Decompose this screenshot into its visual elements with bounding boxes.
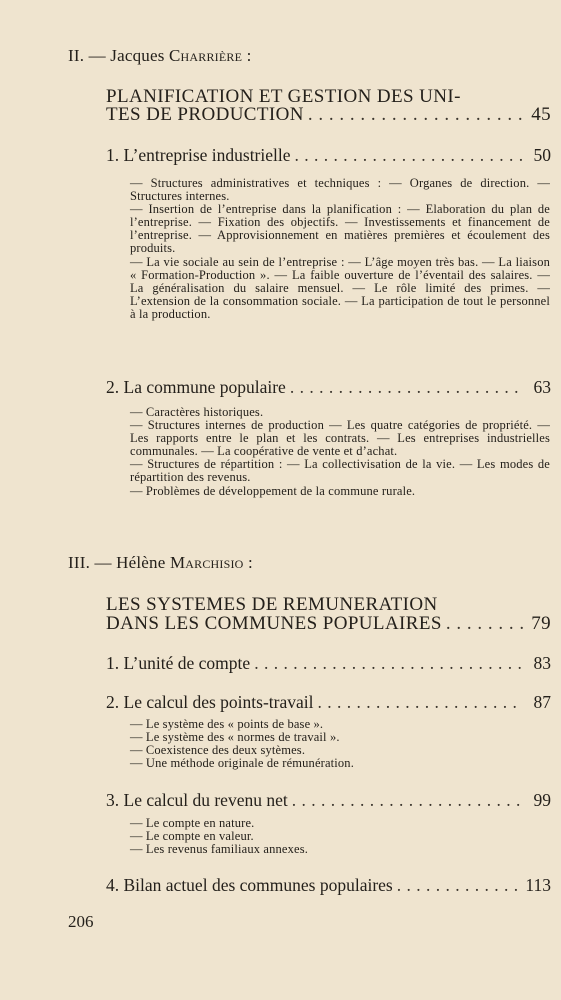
toc-entry-commune xyxy=(106,377,551,398)
part-3-author: Marchisio xyxy=(169,553,244,572)
detail-item: — Le compte en nature. xyxy=(130,816,255,830)
part-2-number: II. — Jacques xyxy=(68,46,165,65)
section-page: 63 xyxy=(533,377,551,397)
section-page: 113 xyxy=(525,875,551,895)
section-label: 2. Le calcul des points-travail xyxy=(106,692,314,712)
leader-dots xyxy=(442,613,523,635)
part-3-number: III. — Hélène xyxy=(68,553,166,572)
toc-entry-points-travail xyxy=(106,692,551,713)
leader-dots xyxy=(304,104,523,126)
part-2-colon: : xyxy=(246,46,252,65)
part-3-title-line-2: DANS LES COMMUNES POPULAIRES xyxy=(106,613,442,634)
section-3-2-details xyxy=(130,718,550,770)
section-1-details xyxy=(130,177,550,321)
part-3-colon: : xyxy=(247,553,253,572)
part-2-title-page: 45 xyxy=(531,104,551,125)
leader-dots xyxy=(314,692,524,713)
detail-item: — Problèmes de développement de la commune rurale. xyxy=(130,483,416,498)
detail-item: — Une méthode originale de rémunération. xyxy=(130,756,354,771)
leader-dots xyxy=(288,790,523,811)
toc-entry-revenu-net xyxy=(106,790,551,811)
part-3-title-entry xyxy=(106,613,551,635)
section-page: 83 xyxy=(533,653,551,673)
toc-entry-unite xyxy=(106,653,551,674)
part-3-title-page: 79 xyxy=(531,613,551,634)
toc-entry-bilan xyxy=(106,875,551,896)
detail-item: — La vie sociale au sein de l’entreprise : — L’âge moyen très bas. — La liaison « Formation-Production ». — La faible ouverture de l’éventail des salaires. — La généralisation du salaire mensuel. — Le rôle limité des primes. — L’extension de la consommation sociale. — La participation de tout le personnel à la production. xyxy=(130,254,550,321)
detail-item: — Structures de répartition : — La collectivisation de la vie. — Les modes de répartition des revenus. xyxy=(130,457,550,485)
toc-entry-entreprise xyxy=(106,145,551,166)
section-2-details xyxy=(130,406,550,498)
part-2-heading xyxy=(68,46,252,66)
detail-item: — Structures internes de production — Les quatre catégories de propriété. — Les rapports entre le plan et les contrats. — Les entreprises industrielles communales. — La coopérative de vente et d’achat. xyxy=(130,418,550,459)
section-label: 1. L’unité de compte xyxy=(106,653,251,673)
part-2-title-line-2: TES DE PRODUCTION xyxy=(106,104,304,125)
detail-item: — Structures administratives et techniques : — Organes de direction. — Structures internes. xyxy=(130,176,550,204)
section-label: 1. L’entreprise industrielle xyxy=(106,145,291,165)
detail-item: — Le système des « normes de travail ». xyxy=(130,730,340,745)
page-number: 206 xyxy=(68,912,94,931)
detail-item: — Le compte en valeur. xyxy=(130,829,254,844)
leader-dots xyxy=(250,653,523,674)
part-3-title-line-1: LES SYSTEMES DE REMUNERATION xyxy=(106,594,438,615)
section-label: 4. Bilan actuel des communes populaires xyxy=(106,875,393,895)
detail-item: — Caractères historiques. xyxy=(130,405,264,419)
section-page: 99 xyxy=(533,790,551,810)
part-3-heading xyxy=(68,553,253,573)
leader-dots xyxy=(286,377,523,398)
section-label: 3. Le calcul du revenu net xyxy=(106,790,288,810)
section-page: 87 xyxy=(533,692,551,712)
part-2-title-entry xyxy=(106,104,551,126)
section-label: 2. La commune populaire xyxy=(106,377,286,397)
part-2-title-line-1: PLANIFICATION ET GESTION DES UNI- xyxy=(106,86,461,107)
detail-item: — Coexistence des deux sytèmes. xyxy=(130,743,306,758)
section-3-3-details xyxy=(130,817,550,856)
detail-item: — Les revenus familiaux annexes. xyxy=(130,842,309,857)
section-page: 50 xyxy=(533,145,551,165)
leader-dots xyxy=(393,875,523,896)
detail-item: — Insertion de l’entreprise dans la planification : — Elaboration du plan de l’entreprise. — Fixation des objectifs. — Investissements et financement de l’entreprise. — Approvisionnement en matières premières et écoulement des produits. xyxy=(130,202,550,256)
leader-dots xyxy=(291,145,523,166)
detail-item: — Le système des « points de base ». xyxy=(130,717,324,731)
part-2-author: Charrière xyxy=(169,46,243,65)
